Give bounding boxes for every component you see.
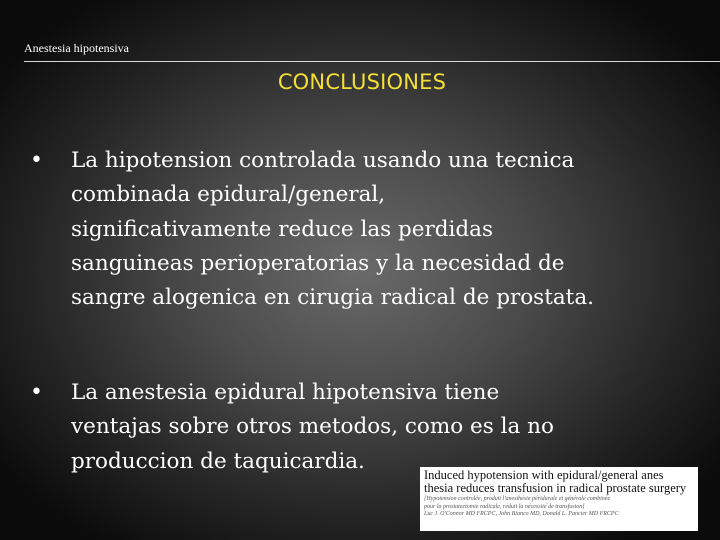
bullet-line: produccion de taquicardia. xyxy=(71,448,365,474)
bullet-line: La anestesia epidural hipotensiva tiene xyxy=(71,380,500,405)
paper-body-line: Luc J. O'Connor MD FRCPC, John Bianco MD, Donald L. Pancier MD FRCPC xyxy=(424,511,619,517)
header-divider xyxy=(24,61,720,62)
bullet-marker-icon: • xyxy=(30,148,43,173)
bullet-text-2 xyxy=(71,376,711,479)
paper-abstract-snippet xyxy=(424,496,619,519)
bullet-line: significativamente reduce las perdidas xyxy=(71,216,494,242)
bullet-text-1 xyxy=(71,144,711,315)
bullet-marker-icon: • xyxy=(30,380,43,405)
paper-body-line: [Hypotension controlée, produit l'anesthésie péridurale et générale combinée xyxy=(424,496,611,502)
bullet-line: combinada epidural/general, xyxy=(71,182,386,208)
bullet-line: La hipotension controlada usando una tecnica xyxy=(71,148,575,173)
bullet-line: sanguineas perioperatorias y la necesidad de xyxy=(71,250,565,276)
paper-title-line: Induced hypotension with epidural/general anes xyxy=(424,468,664,482)
paper-excerpt-image xyxy=(420,467,698,531)
paper-body-line: pour la prostatectomie radicale, réduit la nécessité de transfusion] xyxy=(424,503,585,510)
paper-title xyxy=(424,469,686,494)
bullet-line: sangre alogenica en cirugia radical de prostata. xyxy=(71,285,594,311)
bullet-line: ventajas sobre otros metodos, como es la no xyxy=(71,414,554,440)
presentation-header-label: Anestesia hipotensiva xyxy=(24,41,129,55)
slide-title: CONCLUSIONES xyxy=(277,70,447,94)
paper-title-line: thesia reduces transfusion in radical prostate surgery xyxy=(424,480,687,495)
